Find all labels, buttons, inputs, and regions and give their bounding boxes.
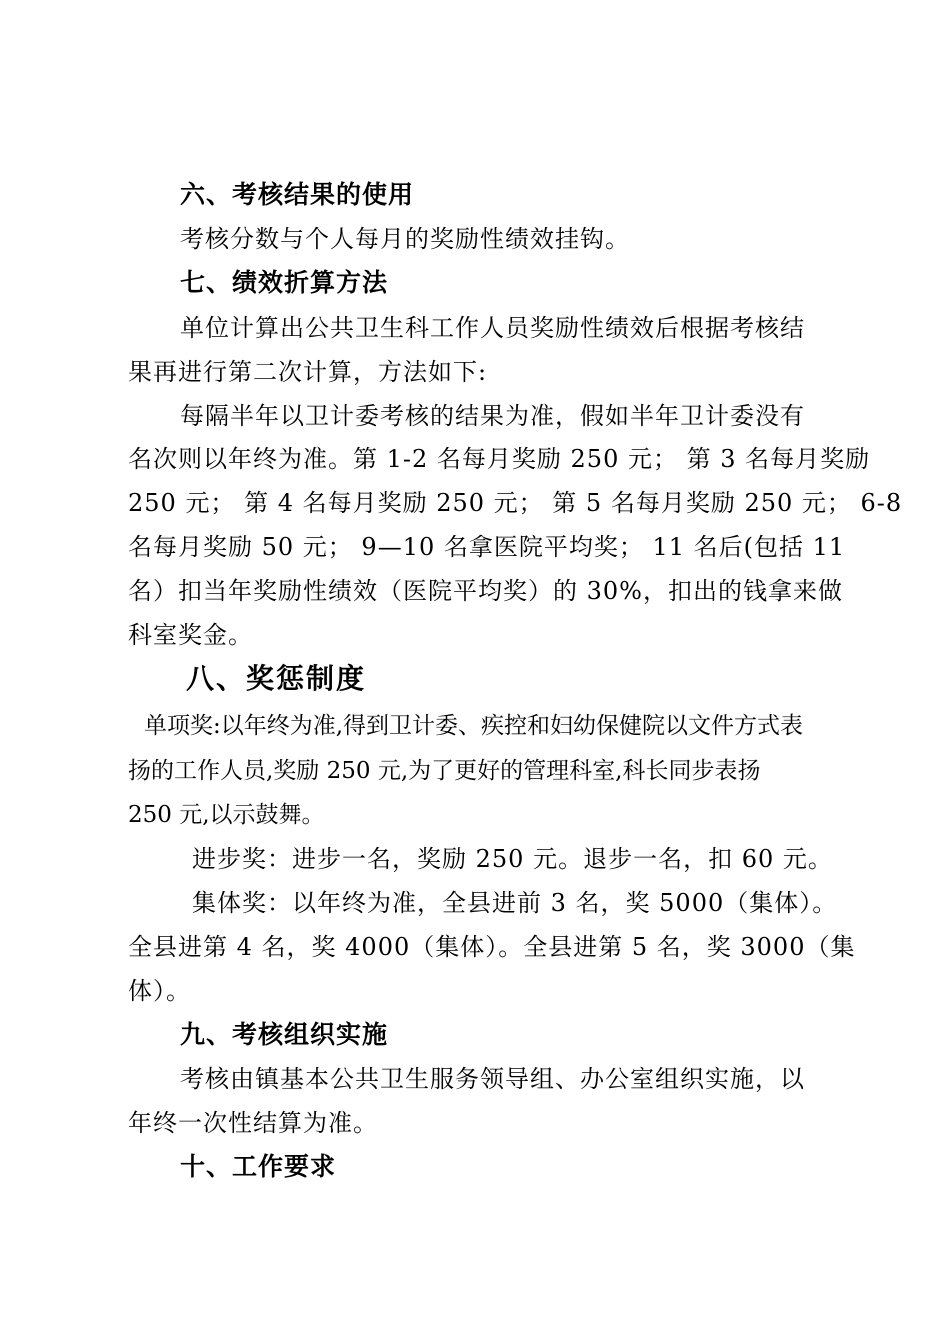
section7-heading: 七、绩效折算方法 [180, 268, 389, 297]
section9-heading: 九、考核组织实施 [180, 1020, 389, 1049]
section7-p1-line-1: 单位计算出公共卫生科工作人员奖励性绩效后根据考核结 [180, 314, 805, 342]
single-award-line-2: 扬的工作人员,奖励 250 元,为了更好的管理科室,科长同步表扬 [128, 758, 761, 784]
group-award-line-2: 全县进第 4 名，奖 4000（集体）。全县进第 5 名，奖 3000（集 [128, 933, 856, 961]
section7-p2-line-6: 科室奖金。 [128, 621, 253, 649]
section7-p2-line-3: 250 元； 第 4 名每月奖励 250 元； 第 5 名每月奖励 250 元； 6-8 [128, 489, 903, 517]
group-award-line-3: 体）。 [128, 977, 191, 1005]
single-award-line-3: 250 元,以示鼓舞。 [128, 802, 325, 828]
section7-p2-line-4: 名每月奖励 50 元； 9—10 名拿医院平均奖； 11 名后(包括 11 [128, 533, 846, 561]
section6-heading: 六、考核结果的使用 [180, 180, 415, 209]
section10-heading: 十、工作要求 [180, 1152, 337, 1181]
progress-award-line: 进步奖：进步一名，奖励 250 元。退步一名，扣 60 元。 [192, 845, 833, 873]
section9-line-2: 年终一次性结算为准。 [128, 1109, 378, 1137]
section7-p1-line-2: 果再进行第二次计算，方法如下: [128, 358, 488, 386]
section7-p2-line-1: 每隔半年以卫计委考核的结果为准，假如半年卫计委没有 [180, 402, 805, 430]
section7-p2-line-2: 名次则以年终为准。第 1-2 名每月奖励 250 元； 第 3 名每月奖励 [128, 445, 871, 473]
section6-line-1: 考核分数与个人每月的奖励性绩效挂钩。 [180, 225, 630, 253]
section9-line-1: 考核由镇基本公共卫生服务领导组、办公室组织实施，以 [180, 1065, 805, 1093]
group-award-line-1: 集体奖：以年终为准，全县进前 3 名，奖 5000（集体）。 [192, 889, 838, 917]
section8-heading: 八、奖惩制度 [186, 662, 367, 695]
single-award-line-1: 单项奖:以年终为准,得到卫计委、疾控和妇幼保健院以文件方式表 [144, 713, 804, 739]
section7-p2-line-5: 名）扣当年奖励性绩效（医院平均奖）的 30%，扣出的钱拿来做 [128, 577, 843, 605]
